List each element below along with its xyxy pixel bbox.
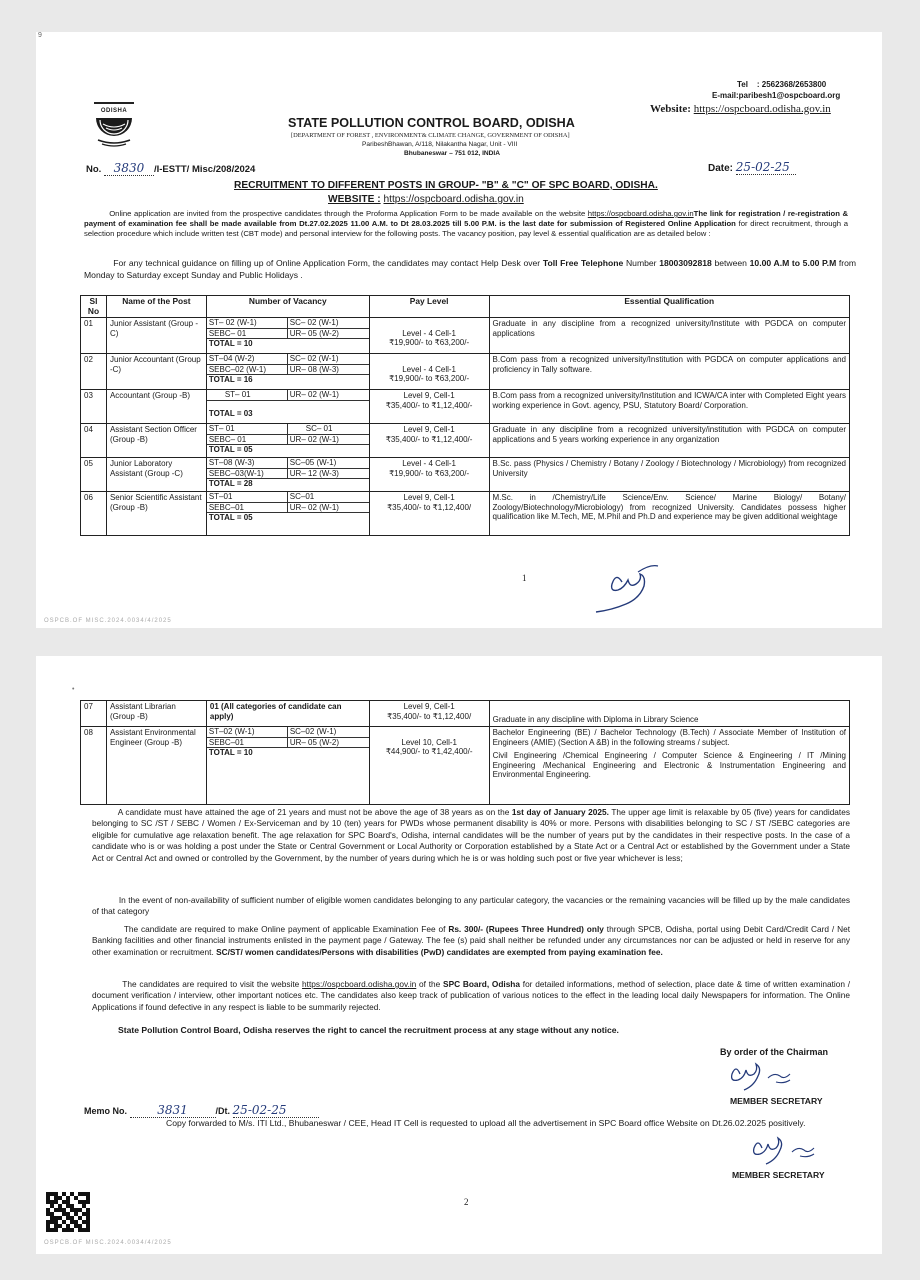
row-post: Junior Laboratory Assistant (Group -C) [106, 458, 206, 492]
row-vacancy: ST– 02 (W-1) SC– 02 (W-1) SEBC– 01 UR– 05 (W-2) TOTAL = 10 [206, 318, 369, 354]
tel-line: Tel : 2562368/2653800 [737, 80, 827, 89]
row-vacancy: ST– 01 UR– 02 (W-1) TOTAL = 03 [206, 390, 369, 424]
date-handwritten: 25-02-25 [736, 160, 796, 175]
vacancy-table-continued [80, 700, 850, 805]
row-vacancy: ST–02 (W-1) SC–02 (W-1) SEBC–01 UR– 05 (W-2) TOTAL = 10 [206, 727, 369, 805]
row-qualification: Bachelor Engineering (BE) / Bachelor Technology (B.Tech) / Associate Member of Institution of Engineers (AMIE) (Section A &B) in the following streams / subject. Civil Engineering /Chemical Engineering / Computer Science & Engineering / IT /Mining Engineering /Mechanical Engineering and Electronic & Instrumentation Engineering and Environmental Engineering. [489, 727, 849, 805]
reserve-notice: State Pollution Control Board, Odisha reserves the right to cancel the recruitment process at any stage without any notice. [118, 1025, 619, 1035]
by-order-line: By order of the Chairman [720, 1047, 829, 1057]
header-pay-level: Pay Level [369, 296, 489, 318]
row-vacancy: ST–04 (W-2) SC– 02 (W-1) SEBC–02 (W-1) UR– 08 (W-3) TOTAL = 16 [206, 354, 369, 390]
row-qualification: B.Sc. pass (Physics / Chemistry / Botany / Zoology / Biotechnology / Microbiology) from recognized University [489, 458, 849, 492]
footer-faded-1: OSPCB.OF MISC.2024.0034/4/2025 [44, 618, 172, 624]
page-number-2: 2 [464, 1197, 469, 1207]
header-vacancy: Number of Vacancy [206, 296, 369, 318]
row-post: Assistant Librarian (Group -B) [106, 701, 206, 727]
helpdesk-paragraph: For any technical guidance on filling up of Online Application Form, the candidates may contact Help Desk over Toll Free Telephone Number 18003092818 between 10.00 A.M to 5.00 P.M from Monday to Saturday except Sunday and Public Holidays . [84, 258, 857, 280]
row-post: Assistant Section Officer (Group -B) [106, 424, 206, 458]
page-1 [36, 32, 882, 628]
row-pay: Level 9, Cell-1 ₹35,400/- to ₹1,12,400/ [369, 701, 489, 727]
table-row [81, 390, 850, 424]
row-vacancy: 01 (All categories of candidate can apply) [206, 701, 369, 727]
fee-paragraph: The candidate are required to make Online payment of applicable Examination Fee of Rs. 300/- (Rupees Three Hundred) only through SPCB, Odisha, portal using Debit Card/Credit Card / Net Banking facilities and other financial instruments enlisted in the payment page / Gateway. The fee (s) paid shall neither be refunded under any circumstances nor can be adjusted or held in reserve for any other examination or recruitment. SC/ST/ women candidates/Persons with disabilities (PwD) candidates are exempted from paying examination fee. [92, 924, 851, 957]
row-post: Assistant Environmental Engineer (Group -B) [106, 727, 206, 805]
visit-paragraph: The candidates are required to visit the website https://ospcboard.odisha.gov.in of the SPC Board, Odisha for detailed informations, method of selection, place date & time of written examination / document verification / interview, other important notices etc. The candidates also keep track of publication of various notices to the effect in the leading local daily Newspapers for information. The Online Applications if found defective in any respect is liable to be summarily rejected. [92, 979, 851, 1012]
website-line: Website: https://ospcboard.odisha.gov.in [650, 103, 831, 115]
website-heading: WEBSITE : https://ospcboard.odisha.gov.in [328, 194, 524, 205]
row-qualification: M.Sc. in /Chemistry/Life Science/Env. Science/ Marine Biology/ Botany/ Zoology/Biotechnology/Microbiology) from recognized University. Candidates possess higher qualification like M.Tech, ME, M.Phil and Ph.D and experience may be given additional weightage [489, 492, 849, 536]
row-qualification: Graduate in any discipline from a recognized university/institution with PGDCA on computer applications and 5 years working experience in any organization [489, 424, 849, 458]
row-no: 05 [81, 458, 107, 492]
row-pay: Level - 4 Cell-1 ₹19,900/- to ₹63,200/- [369, 458, 489, 492]
row-pay: Level 9, Cell-1 ₹35,400/- to ₹1,12,400/- [369, 390, 489, 424]
row-no: 04 [81, 424, 107, 458]
row-pay: Level - 4 Cell-1 ₹19,900/- to ₹63,200/- [369, 318, 489, 354]
women-paragraph: In the event of non-availability of sufficient number of eligible women candidates belonging to any particular category, the vacancies or the remaining vacancies will be filled up by the male candidates of that category [92, 895, 851, 917]
row-post: Junior Accountant (Group -C) [106, 354, 206, 390]
visit-link[interactable]: https://ospcboard.odisha.gov.in [302, 979, 417, 989]
reference-number: No. 3830 /I-ESTT/ Misc/208/2024 [86, 161, 256, 175]
table-header-row [81, 296, 850, 318]
row-pay: Level 9, Cell-1 ₹35,400/- to ₹1,12,400/ [369, 492, 489, 536]
row-vacancy: ST–08 (W-3) SC–05 (W-1) SEBC–03(W-1) UR– 12 (W-3) TOTAL = 28 [206, 458, 369, 492]
row-no: 07 [81, 701, 107, 727]
row-post: Senior Scientific Assistant (Group -B) [106, 492, 206, 536]
header-sl-no: Sl No [81, 296, 107, 318]
logo-text: ODISHA [100, 108, 128, 114]
vacancy-table [80, 295, 850, 536]
department: [DEPARTMENT OF FOREST , ENVIRONMENT& CLIMATE CHANGE, GOVERNMENT OF ODISHA] [291, 132, 570, 139]
corner-mark: 9 [38, 32, 42, 39]
intro-link[interactable]: https://ospcboard.odisha.gov.in [587, 209, 694, 218]
member-secretary-1: MEMBER SECRETARY [730, 1096, 823, 1106]
signature-3 [748, 1130, 838, 1170]
page-number-1: 1 [522, 573, 527, 583]
table-row [81, 354, 850, 390]
recruitment-heading: RECRUITMENT TO DIFFERENT POSTS IN GROUP- "B" & "C" OF SPC BOARD, ODISHA. [234, 180, 658, 191]
table-row [81, 318, 850, 354]
org-name: STATE POLLUTION CONTROL BOARD, ODISHA [288, 116, 575, 130]
row-pay: Level 10, Cell-1 ₹44,900/- to ₹1,42,400/- [369, 727, 489, 805]
row-qualification: B.Com pass from a recognized university/Institution and ICWA/CA inter with Completed Eight years working experience in Govt. agency, PSU, Statutory Board/ Corporation. [489, 390, 849, 424]
row-no: 06 [81, 492, 107, 536]
table-row [81, 492, 850, 536]
row-qualification: B.Com pass from a recognized university/Institution with PGDCA on computer applications and proficiency in Tally software. [489, 354, 849, 390]
member-secretary-2: MEMBER SECRETARY [732, 1170, 825, 1180]
footer-faded-2: OSPCB.OF MISC.2024.0034/4/2025 [44, 1240, 172, 1246]
row-post: Accountant (Group -B) [106, 390, 206, 424]
ref-handwritten: 3830 [104, 161, 154, 176]
corner-dot: • [72, 686, 75, 693]
website-heading-link[interactable]: https://ospcboard.odisha.gov.in [383, 194, 524, 205]
header-post: Name of the Post [106, 296, 206, 318]
row-no: 03 [81, 390, 107, 424]
intro-paragraph: Online application are invited from the prospective candidates through the Proforma Application Form to be made available on the website https://ospcboard.odisha.gov.inThe link for registration / re-registration & payment of examination fee shall be made available from Dt.27.02.2025 11.00 A.M. to Dt 28.03.2025 till 5.00 P.M. is the last date for submission of Registered Online Application for direct recruitment, through a selection procedure which include written test (CBT mode) and personal interview for the following posts. The vacancy position, pay level & essential qualification are as detailed below : [84, 209, 849, 238]
copy-forward-paragraph: Copy forwarded to M/s. ITI Ltd., Bhubaneswar / CEE, Head IT Cell is requested to upload all the advertisement in SPC Board office Website on Dt.26.02.2025 positively. [166, 1118, 806, 1128]
memo-handwritten: 3831 [130, 1103, 216, 1118]
table-row [81, 424, 850, 458]
row-qualification: Graduate in any discipline from a recognized university/Institute with PGDCA on computer applications [489, 318, 849, 354]
address-line-2: Bhubaneswar – 751 012, INDIA [404, 150, 501, 157]
row-no: 02 [81, 354, 107, 390]
website-link[interactable]: https://ospcboard.odisha.gov.in [693, 103, 831, 115]
signature-2 [720, 1052, 820, 1096]
memo-line: Memo No. 3831 /Dt. 25-02-25 [84, 1103, 319, 1118]
table-row [81, 701, 850, 727]
row-qualification: Graduate in any discipline with Diploma in Library Science [489, 701, 849, 727]
page-2 [36, 656, 882, 1254]
row-no: 08 [81, 727, 107, 805]
row-vacancy: ST– 01 SC– 01 SEBC– 01 UR– 02 (W-1) TOTAL = 05 [206, 424, 369, 458]
table-row [81, 458, 850, 492]
row-no: 01 [81, 318, 107, 354]
signature-1 [580, 560, 690, 616]
row-pay: Level 9, Cell-1 ₹35,400/- to ₹1,12,400/- [369, 424, 489, 458]
date-line: Date: 25-02-25 [708, 160, 796, 175]
memo-date-handwritten: 25-02-25 [233, 1103, 319, 1118]
email-line: E-mail:paribesh1@ospcboard.org [712, 91, 841, 100]
row-pay: Level - 4 Cell-1 ₹19,900/- to ₹63,200/- [369, 354, 489, 390]
qr-code [46, 1192, 90, 1232]
table-row [81, 727, 850, 805]
address-line-1: ParibeshBhawan, A/118, Nilakantha Nagar, Unit - VIII [362, 141, 518, 148]
odisha-emblem-logo [90, 102, 138, 148]
row-post: Junior Assistant (Group -C) [106, 318, 206, 354]
row-vacancy: ST–01 SC–01 SEBC–01 UR– 02 (W-1) TOTAL = 05 [206, 492, 369, 536]
header-qualification: Essential Qualification [489, 296, 849, 318]
age-paragraph: A candidate must have attained the age of 21 years and must not be above the age of 38 years as on the 1st day of January 2025. The upper age limit is relaxable by 05 (five) years for candidates belonging to SC /ST / SEBC / Women / Ex-Serviceman and by 10 (ten) years for PWDs whose permanent disability is 40% or more. Persons with disabilities belonging to SC / ST /SEBC categories are eligible for cumulative age relaxation benefit. The age relaxation for SPC Board's, Odisha, internal candidates will be the number of years put by the candidates in their respective posts. In the case of a candidate who is or was holding a post under the State or Central Government or Local Authority or Corporation established by a State Act or a Central Act or established by the Government under a State Act or Central Act and owned or controlled by the Government, by the number of years during which he is or was holding such post or five year whichever is less; [92, 807, 850, 863]
